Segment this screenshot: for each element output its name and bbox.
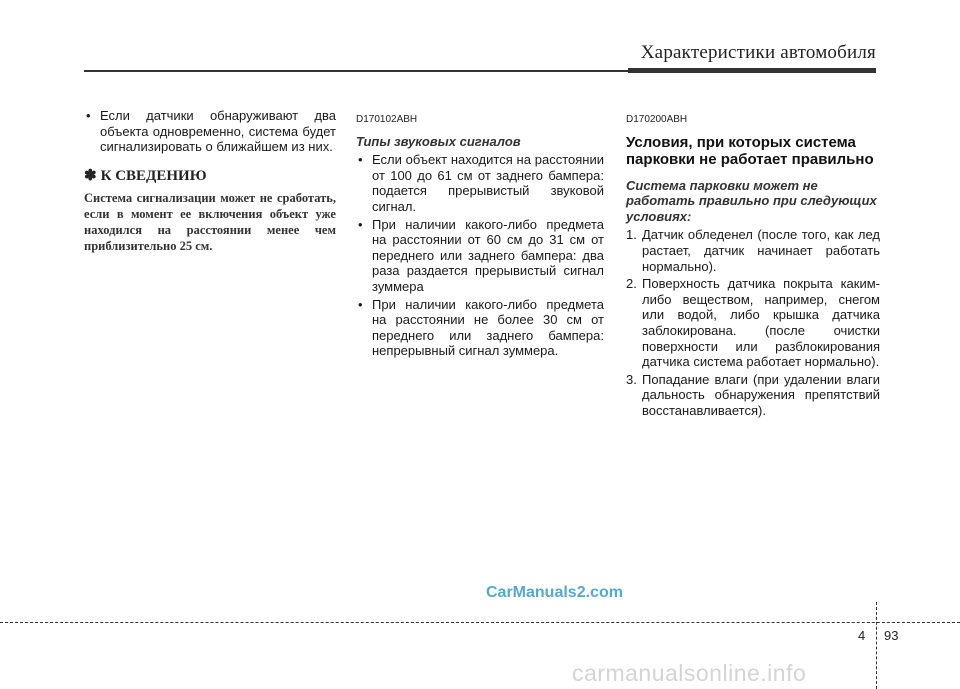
section-heading: Условия, при которых система парковки не работает правильно: [626, 133, 874, 168]
column-3: [626, 108, 880, 421]
list-item: [356, 297, 604, 359]
section-code: D170102ABH: [356, 114, 418, 125]
item-text: Датчик обледенел (после того, как лед растает, датчик начинает работать нормально).: [642, 227, 880, 274]
bullet-text: Если датчики обнаруживают два объекта одновременно, система будет сигнализировать о ближайшем из них.: [100, 108, 336, 155]
notice-title: [84, 169, 336, 185]
bullet-mark: •: [358, 296, 363, 312]
footer-site-watermark: carmanualsonline.info: [572, 660, 807, 686]
chapter-number: 4: [858, 628, 866, 643]
site-watermark-link[interactable]: CarManuals2.com: [486, 584, 623, 601]
notice-body: Система сигнализации может не сработать, если в момент ее включения объект уже находился на расстоянии менее чем приблизительно 25 см.: [84, 191, 336, 254]
page-header-title: Характеристики автомобиля: [640, 42, 876, 63]
column-1: [84, 108, 336, 254]
item-number: 2.: [626, 276, 637, 292]
section-subheading: Система парковки может не работать правильно при следующих условиях:: [626, 177, 877, 224]
item-text: Попадание влаги (при удалении влаги дальность обнаружения препятствий восстанавливается).: [642, 371, 880, 418]
numbered-item: [626, 227, 880, 274]
column-2: [356, 108, 604, 361]
item-number: 1.: [626, 227, 637, 243]
bullet-text: Если объект находится на расстоянии от 100 до 61 см от заднего бампера: подается прерывистый звуковой сигнал.: [372, 152, 604, 214]
notice-asterisk-icon: ✽: [84, 167, 97, 184]
bullet-text: При наличии какого-либо предмета на расстоянии не более 30 см от переднего или заднего бампера: непрерывный сигнал зуммера.: [372, 296, 604, 359]
list-item: [84, 108, 336, 155]
numbered-item: [626, 372, 880, 419]
numbered-item: [626, 276, 880, 370]
bullet-mark: •: [358, 216, 363, 232]
page-number: 93: [884, 628, 899, 643]
page-number-separator: [876, 602, 877, 689]
item-text: Поверхность датчика покрыта каким-либо веществом, например, снегом или водой, либо крышка датчика заблокирована. (после очистки поверхности или разблокирования датчика система работает нормально).: [642, 276, 880, 370]
list-item: [356, 217, 604, 295]
bullet-mark: •: [86, 108, 91, 123]
list-item: [356, 152, 604, 214]
header-rule-accent: [628, 68, 876, 73]
notice-title-text: К СВЕДЕНИЮ: [100, 167, 207, 184]
item-number: 3.: [626, 371, 637, 387]
footer-dashed-rule: [0, 622, 960, 623]
section-subheading: Типы звуковых сигналов: [356, 133, 521, 149]
section-code: D170200ABH: [626, 114, 688, 125]
bullet-text: При наличии какого-либо предмета на расстоянии от 60 см до 31 см от переднего или заднего бампера: два раза раздается прерывистый сигнал зуммера: [372, 216, 604, 294]
bullet-mark: •: [358, 152, 363, 168]
